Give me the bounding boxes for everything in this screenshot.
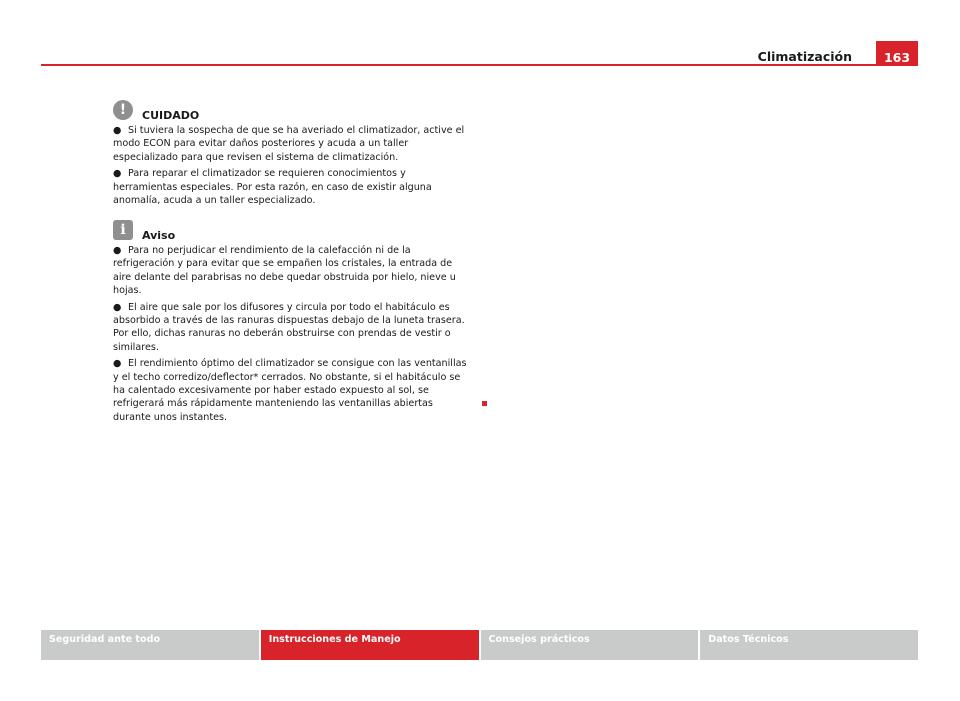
info-icon: i — [113, 220, 133, 240]
bullet-icon: ● — [113, 301, 122, 313]
caution-block — [113, 100, 468, 210]
note-item: ● El aire que sale por los difusores y circula por todo el habitáculo es absorbido a través de las ranuras dispuestas debajo de la luneta trasera. Por ello, dichas ranuras no deberán obstruirse con prendas de vestir o similares. — [113, 301, 465, 353]
section-title: Climatización — [757, 49, 852, 64]
end-of-section-marker — [482, 401, 487, 406]
bullet-icon: ● — [113, 245, 122, 256]
footer-nav — [41, 630, 918, 660]
header-rule — [41, 64, 918, 66]
note-block — [113, 220, 468, 427]
footer-tab-consejos[interactable]: Consejos prácticos — [481, 630, 699, 660]
note-header — [113, 220, 468, 244]
note-heading: Aviso — [142, 229, 176, 242]
caution-item: ● Si tuviera la sospecha de que se ha averiado el climatizador, active el modo ECON para evitar daños posteriores y acuda a un taller especializado para que revisen el sistema de climatización. — [113, 125, 465, 163]
caution-item: ● Para reparar el climatizador se requieren conocimientos y herramientas especiales. Por esta razón, en caso de existir alguna anomalía, acuda a un taller especializado. — [113, 168, 432, 207]
exclamation-icon: ! — [113, 100, 133, 120]
footer-tab-seguridad[interactable]: Seguridad ante todo — [41, 630, 259, 660]
footer-tab-instrucciones[interactable]: Instrucciones de Manejo — [261, 630, 479, 660]
bullet-icon: ● — [113, 358, 122, 370]
note-item: ● El rendimiento óptimo del climatizador se consigue con las ventanillas y el techo corredizo/deflector* cerrados. No obstante, si el habitáculo se ha calentado excesivamente por haber estado expuesto al sol, se refrigerará más rápidamente manteniendo las ventanillas abiertas durante unos instantes. — [113, 358, 467, 423]
footer-tab-datos[interactable]: Datos Técnicos — [700, 630, 918, 660]
caution-heading: CUIDADO — [142, 109, 200, 122]
note-item: ● Para no perjudicar el rendimiento de la calefacción ni de la refrigeración y para evitar que se empañen los cristales, la entrada de aire delante del parabrisas no debe quedar obstruida por hielo, nieve u hojas. — [113, 245, 456, 297]
page-number: 163 — [876, 41, 918, 66]
caution-header — [113, 100, 468, 124]
bullet-icon: ● — [113, 168, 122, 180]
bullet-icon: ● — [113, 125, 122, 136]
